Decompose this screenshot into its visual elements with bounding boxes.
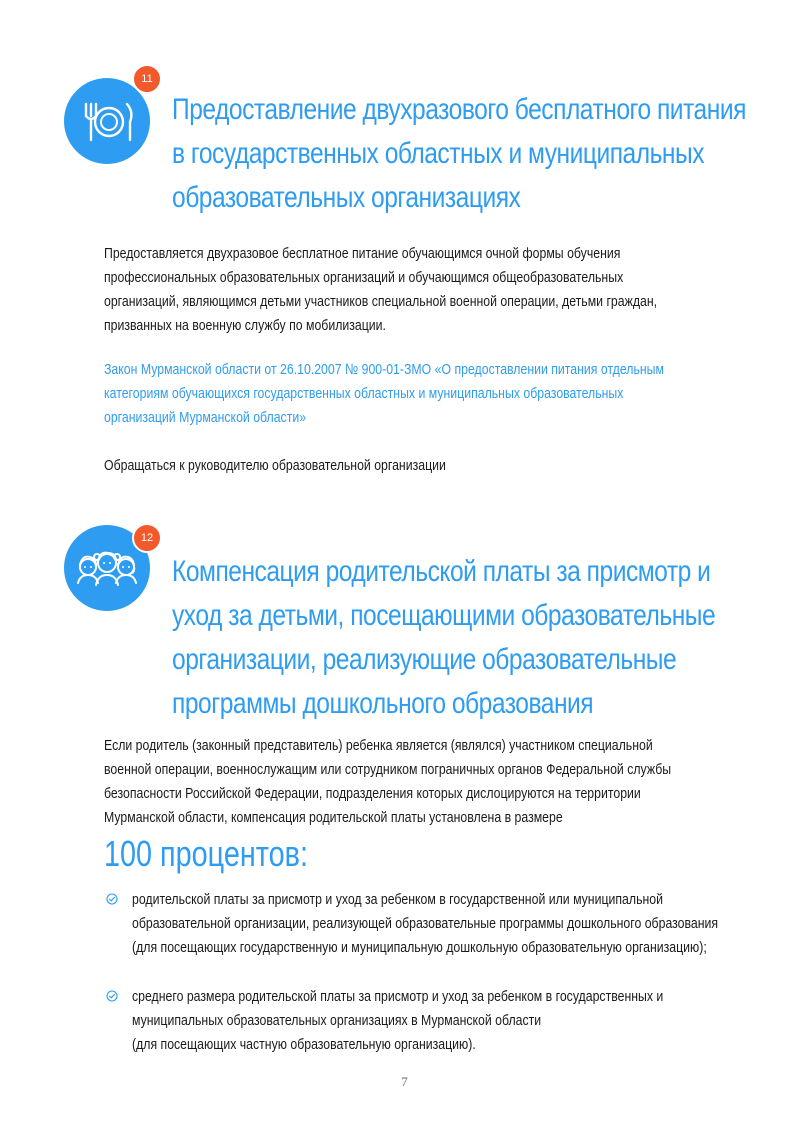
section-12-title-line: программы дошкольного образования: [172, 687, 594, 720]
law-line: категориям обучающихся государственных областных и муниципальных образовательных: [104, 385, 624, 402]
section-11-badge: 11: [132, 64, 162, 94]
list-item-line: образовательной организации, реализующей образовательные программы дошкольного образования: [132, 915, 719, 932]
section-11-description: [104, 242, 657, 338]
law-line: организаций Мурманской области»: [104, 409, 307, 426]
section-11-title: [172, 88, 746, 220]
check-circle-icon: [106, 893, 118, 905]
compensation-percent: 100 процентов:: [104, 833, 308, 874]
list-item-text: [132, 888, 718, 960]
list-item-line: (для посещающих частную образовательную организацию).: [132, 1036, 476, 1053]
section-11-icon-wrap: [64, 73, 153, 164]
list-item-line: родительской платы за присмотр и уход за ребенком в государственной или муниципальной: [132, 891, 663, 908]
section-12-description: [104, 734, 671, 830]
list-item-line: (для посещающих государственную и муниципальную дошкольную образовательную организацию);: [132, 939, 707, 956]
section-12-title: [172, 550, 715, 726]
list-item-text: [132, 985, 663, 1057]
section-11-contact: Обращаться к руководителю образовательной организации: [104, 457, 446, 474]
section-12-badge: 12: [132, 523, 162, 553]
description-line: организаций, являющимся детьми участников специальной военной операции, детьми граждан,: [104, 293, 658, 310]
description-line: призванных на военную службу по мобилизации.: [104, 317, 386, 334]
description-line: военной операции, военнослужащим или сотрудником пограничных органов Федеральной службы: [104, 761, 672, 778]
section-12-title-line: организации, реализующие образовательные: [172, 643, 677, 676]
description-line: Если родитель (законный представитель) ребенка является (являлся) участником специальной: [104, 737, 653, 754]
section-11-title-line: Предоставление двухразового бесплатного питания: [172, 93, 746, 126]
page-number: 7: [401, 1074, 408, 1089]
law-line: Закон Мурманской области от 26.10.2007 № 900-01-ЗМО «О предоставлении питания отдельным: [104, 361, 664, 378]
section-12-icon-wrap: [64, 525, 154, 611]
section-11-law-reference: [104, 358, 664, 430]
description-line: безопасности Российской Федерации, подразделения которых дислоцируются на территории: [104, 785, 641, 802]
check-circle-icon: [106, 990, 118, 1002]
description-line: Предоставляется двухразовое бесплатное питание обучающимся очной формы обучения: [104, 245, 621, 262]
description-line: Мурманской области, компенсация родительской платы установлена в размере: [104, 809, 563, 826]
list-item-line: муниципальных образовательных организациях в Мурманской области: [132, 1012, 542, 1029]
section-12-title-line: Компенсация родительской платы за присмотр и: [172, 555, 711, 588]
list-item-line: среднего размера родительской платы за присмотр и уход за ребенком в государственных и: [132, 988, 664, 1005]
section-12-title-line: уход за детьми, посещающими образовательные: [172, 599, 716, 632]
description-line: профессиональных образовательных организаций и обучающимся общеобразовательных: [104, 269, 624, 286]
section-11-title-line: образовательных организациях: [172, 181, 521, 214]
section-11-title-line: в государственных областных и муниципальных: [172, 137, 705, 170]
